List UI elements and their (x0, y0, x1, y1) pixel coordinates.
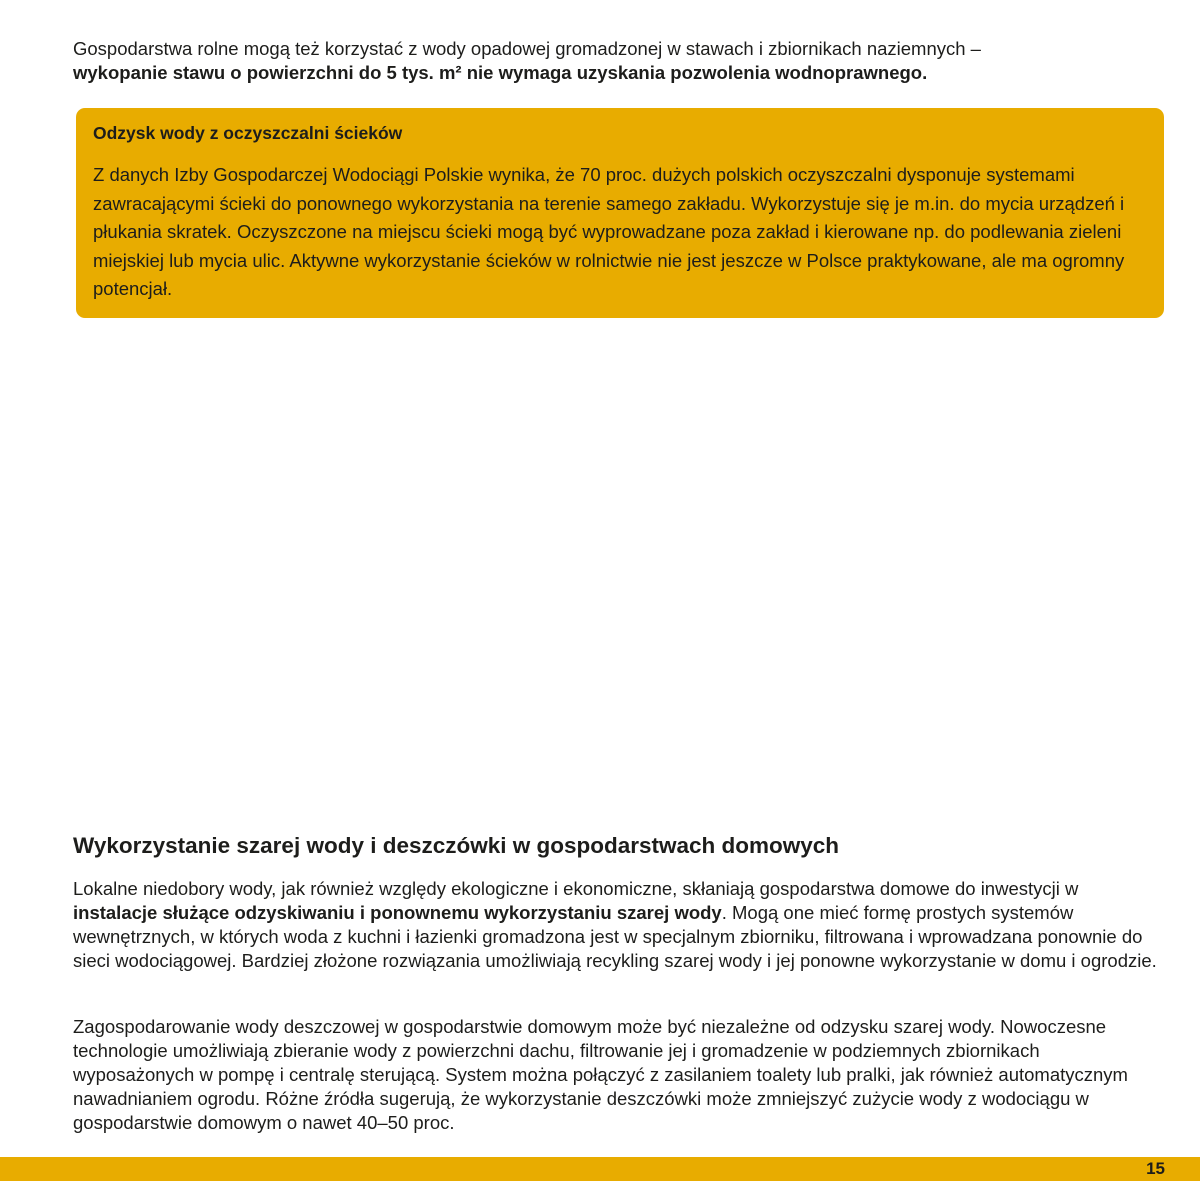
paragraph-1-text-start: Lokalne niedobory wody, jak również względy ekologiczne i ekonomiczne, skłaniają gospodarstwa domowe do inwestycji w (73, 878, 1079, 899)
highlight-box-body: Z danych Izby Gospodarczej Wodociągi Polskie wynika, że 70 proc. dużych polskich oczyszczalni dysponuje systemami zawracającymi ścieki do ponownego wykorzystania na terenie samego zakładu. Wykorzystuje się je m.in. do mycia urządzeń i płukania skratek. Oczyszczone na miejscu ścieki mogą być wyprowadzane poza zakład i kierowane np. do podlewania zieleni miejskiej lub mycia ulic. Aktywne wykorzystanie ścieków w rolnictwie nie jest jeszcze w Polsce praktykowane, ale ma ogromny potencjał. (93, 164, 1125, 299)
section-heading: Wykorzystanie szarej wody i deszczówki w gospodarstwach domowych (73, 833, 840, 858)
highlight-box-title: Odzysk wody z oczyszczalni ścieków (93, 123, 403, 143)
paragraph-1-text-end: . Mogą one mieć formę prostych systemów wewnętrznych, w których woda z kuchni i łazienki gromadzona jest w specjalnym zbiorniku, filtrowana i wprowadzana ponownie do sieci wodociągowej. Bardziej złożone rozwiązania umożliwiają recykling szarej wody i jej ponowne wykorzystanie w domu i ogrodzie. (73, 902, 1157, 971)
page-number: 15 (1146, 1159, 1165, 1178)
section-paragraph-1 (73, 877, 1158, 973)
intro-text: Gospodarstwa rolne mogą też korzystać z wody opadowej gromadzonej w stawach i zbiornikach naziemnych – (73, 38, 981, 59)
footer-bar (0, 1157, 1200, 1181)
section-paragraph-2: Zagospodarowanie wody deszczowej w gospodarstwie domowym może być niezależne od odzysku szarej wody. Nowoczesne technologie umożliwiają zbieranie wody z powierzchni dachu, filtrowanie jej i gromadzenie w podziemnych zbiornikach wyposażonych w pompę i centralę sterującą. System można połączyć z zasilaniem toalety lub pralki, jak również automatycznym nawadnianiem ogrodu. Różne źródła sugerują, że wykorzystanie deszczówki może zmniejszyć zużycie wody z wodociągu w gospodarstwie domowym o nawet 40–50 proc. (73, 1016, 1128, 1133)
intro-paragraph (73, 37, 1153, 85)
intro-bold-text: wykopanie stawu o powierzchni do 5 tys. m² nie wymaga uzyskania pozwolenia wodnoprawnego. (73, 62, 928, 83)
highlight-box (76, 108, 1164, 318)
paragraph-1-bold-text: instalacje służące odzyskiwaniu i ponownemu wykorzystaniu szarej wody (73, 902, 722, 923)
